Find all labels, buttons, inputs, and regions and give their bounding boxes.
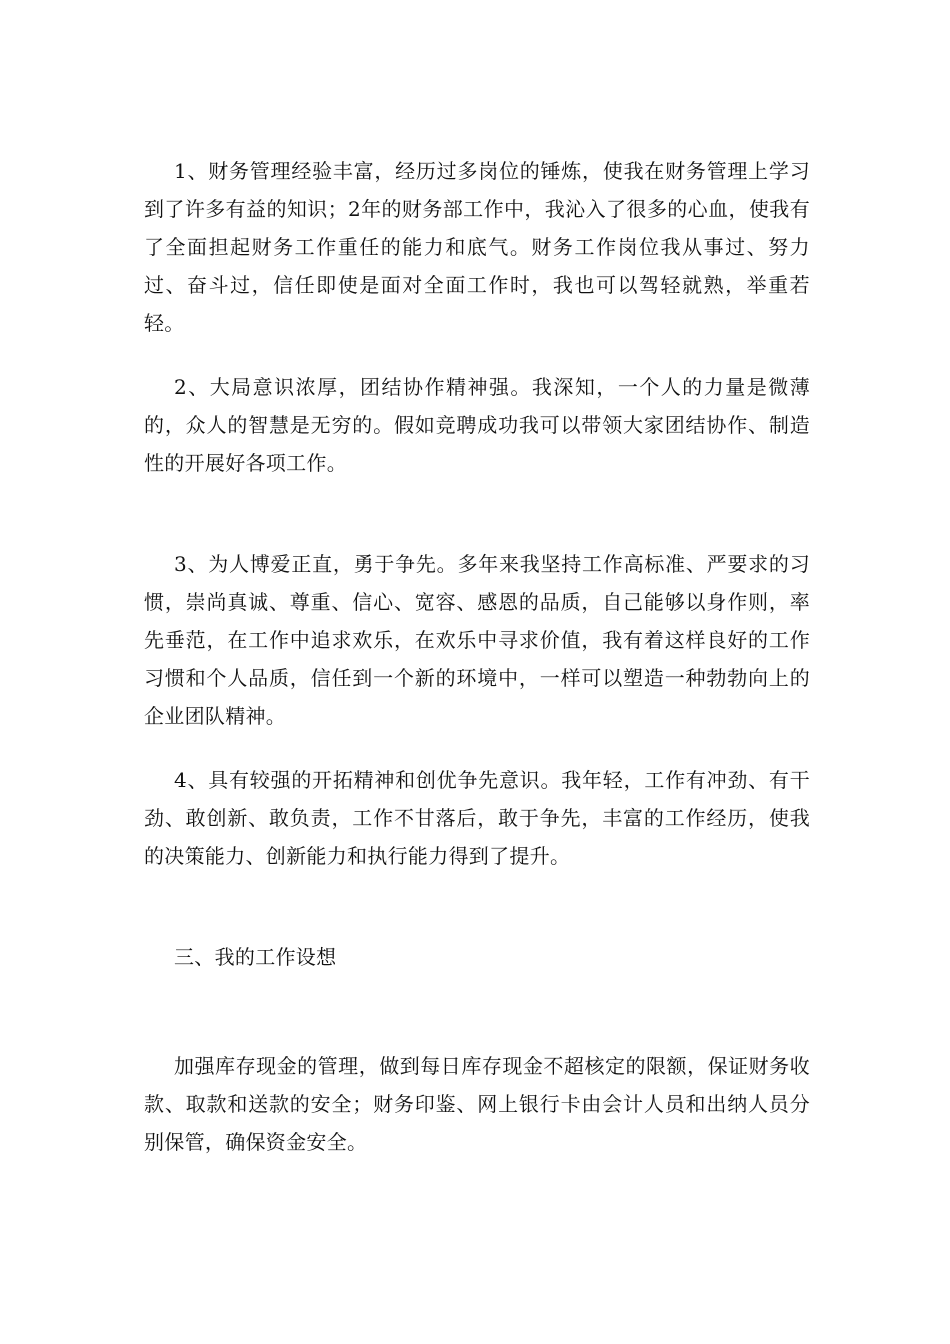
paragraph-teamwork: 2、大局意识浓厚，团结协作精神强。我深知，一个人的力量是微薄的，众人的智慧是无穷的。假如竞聘成功我可以带领大家团结协作、制造性的开展好各项工作。 (144, 375, 810, 475)
section-heading-work-plan: 三、我的工作设想 (174, 945, 337, 969)
paragraph-integrity: 3、为人博爱正直，勇于争先。多年来我坚持工作高标准、严要求的习惯，崇尚真诚、尊重、信心、宽容、感恩的品质，自己能够以身作则，率先垂范，在工作中追求欢乐，在欢乐中寻求价值，我有着这样良好的工作习惯和个人品质，信任到一个新的环境中，一样可以塑造一种勃勃向上的企业团队精神。 (144, 552, 810, 728)
paragraph-financial-experience: 1、财务管理经验丰富，经历过多岗位的锤炼，使我在财务管理上学习到了许多有益的知识；2年的财务部工作中，我沁入了很多的心血，使我有了全面担起财务工作重任的能力和底气。财务工作岗位我从事过、努力过、奋斗过，信任即使是面对全面工作时，我也可以驾轻就熟，举重若轻。 (144, 159, 810, 335)
paragraph-pioneering-spirit: 4、具有较强的开拓精神和创优争先意识。我年轻，工作有冲劲、有干劲、敢创新、敢负责，工作不甘落后，敢于争先，丰富的工作经历，使我的决策能力、创新能力和执行能力得到了提升。 (144, 768, 810, 868)
paragraph-cash-management: 加强库存现金的管理，做到每日库存现金不超核定的限额，保证财务收款、取款和送款的安全；财务印鉴、网上银行卡由会计人员和出纳人员分别保管，确保资金安全。 (144, 1054, 810, 1154)
